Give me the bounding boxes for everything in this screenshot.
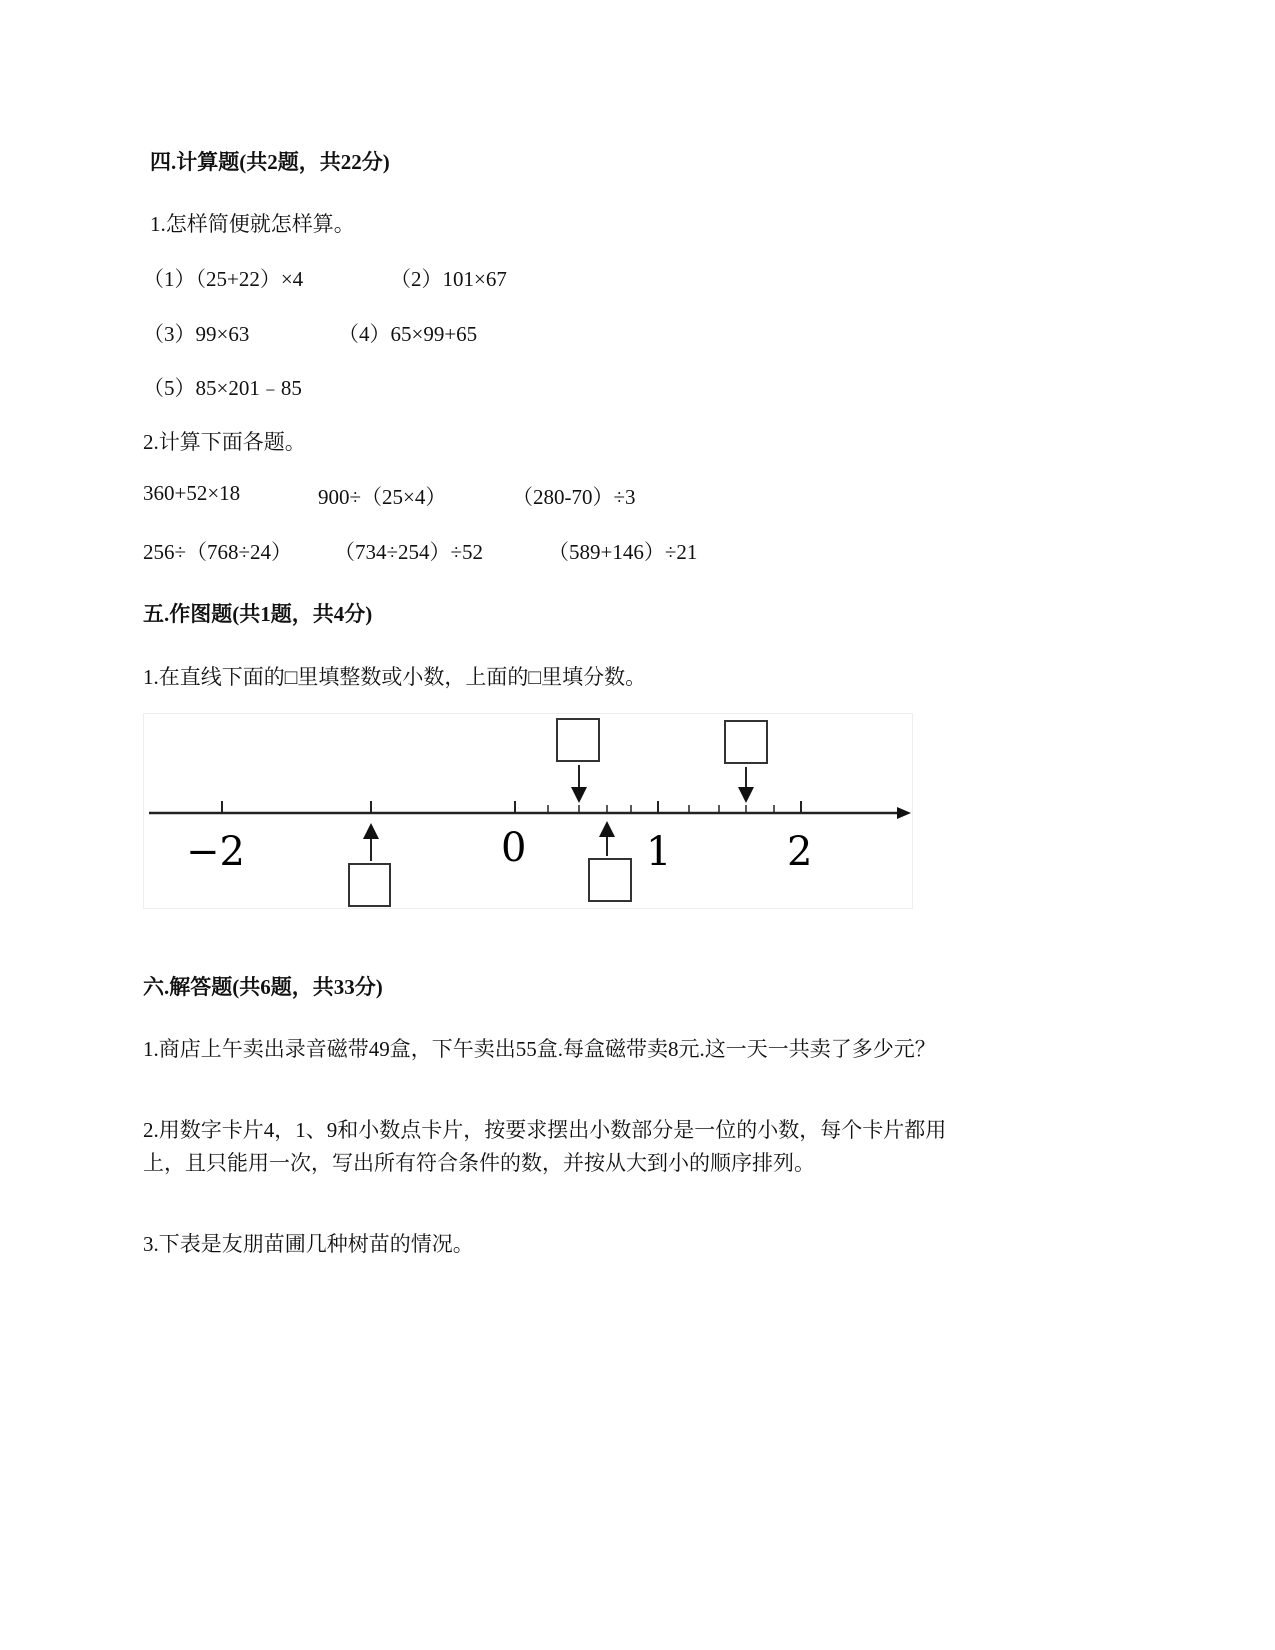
expression: （3）99×63 — [143, 322, 250, 346]
tick-label: 2 — [787, 829, 813, 875]
expression: （5）85×201﹣85 — [143, 376, 302, 400]
question-4-1-prompt: 1.怎样简便就怎样算。 — [150, 212, 355, 236]
answer-box-bottom[interactable] — [349, 864, 390, 906]
number-line-figure — [143, 713, 913, 909]
question-6-2-line2: 上，且只能用一次，写出所有符合条件的数，并按从大到小的顺序排列。 — [143, 1151, 815, 1175]
question-6-2-line1: 2.用数字卡片4，1、9和小数点卡片，按要求摆出小数部分是一位的小数，每个卡片都用 — [143, 1118, 947, 1142]
question-5-1-prompt: 1.在直线下面的□里填整数或小数，上面的□里填分数。 — [143, 665, 647, 689]
expression: 900÷（25×4） — [318, 485, 447, 509]
tick-label: 1 — [646, 829, 672, 875]
section-6-heading: 六.解答题(共6题，共33分) — [143, 975, 383, 999]
section-5-heading: 五.作图题(共1题，共4分) — [143, 602, 373, 626]
expression: （4）65×99+65 — [338, 322, 478, 346]
answer-box-bottom[interactable] — [589, 859, 631, 901]
expression: （734÷254）÷52 — [334, 540, 484, 564]
expression: 360+52×18 — [143, 481, 241, 505]
expression: （280-70）÷3 — [512, 485, 636, 509]
expression: （1）（25+22）×4 — [143, 267, 304, 291]
answer-box-top[interactable] — [725, 721, 767, 763]
expression: （2）101×67 — [390, 267, 507, 291]
major-ticks — [222, 801, 801, 813]
question-4-2-prompt: 2.计算下面各题。 — [143, 430, 306, 454]
tick-label: 0 — [501, 825, 527, 871]
answer-box-top[interactable] — [557, 719, 599, 761]
axis-arrow-icon — [897, 807, 911, 819]
expression: 256÷（768÷24） — [143, 540, 293, 564]
tick-label: −2 — [186, 829, 245, 875]
question-6-3: 3.下表是友朋苗圃几种树苗的情况。 — [143, 1232, 474, 1256]
expression: （589+146）÷21 — [548, 540, 698, 564]
question-6-1: 1.商店上午卖出录音磁带49盒，下午卖出55盒.每盒磁带卖8元.这一天一共卖了多少元？ — [143, 1037, 936, 1061]
section-4-heading: 四.计算题(共2题，共22分) — [150, 150, 390, 174]
